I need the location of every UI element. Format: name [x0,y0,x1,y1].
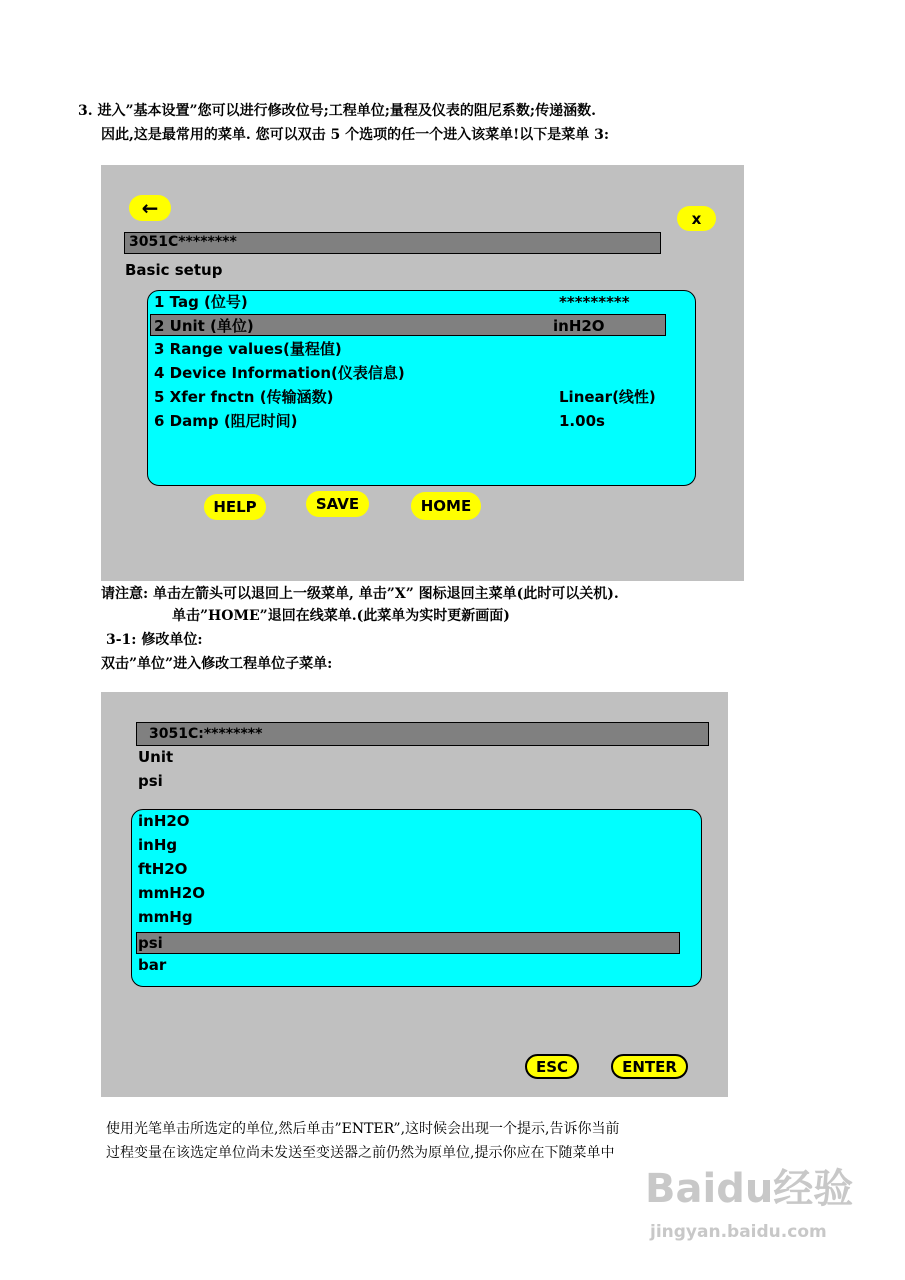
home-button[interactable]: HOME [411,492,481,520]
menu-item-range-values[interactable] [154,338,666,360]
unit-selection-screen [101,692,728,1097]
device-title-bar: 3051C:******** [136,722,709,746]
help-button[interactable]: HELP [204,494,266,520]
basic-setup-screen [101,165,744,581]
menu-item-label: 5 Xfer fnctn (传输涵数) [154,388,334,406]
unit-options-panel [131,809,702,987]
close-x-button[interactable]: x [677,206,716,231]
unit-option-fth2o[interactable]: ftH2O [138,860,188,878]
menu-item-label: 3 Range values(量程值) [154,340,342,358]
unit-option-mmh2o[interactable]: mmH2O [138,884,206,902]
menu-item-value: Linear(线性) [559,388,656,406]
enter-button[interactable]: ENTER [611,1054,688,1079]
menu-item-label: 4 Device Information(仪表信息) [154,364,405,382]
note-line-1: 请注意: 单击左箭头可以退回上一级菜单, 单击”X” 图标退回主菜单(此时可以关机). [101,586,619,602]
menu-item-damp[interactable] [154,410,666,432]
intro-line-2: 因此,这是最常用的菜单. 您可以双击 5 个选项的任一个进入该菜单!以下是菜单 3: [101,127,610,143]
menu-title: Basic setup [125,261,223,279]
watermark-url: jingyan.baidu.com [650,1222,827,1242]
esc-button[interactable]: ESC [525,1054,579,1079]
note-line-2: 单击”HOME”退回在线菜单.(此菜单为实时更新画面) [172,608,510,624]
unit-option-inhg[interactable]: inHg [138,836,178,854]
menu-item-label: 1 Tag (位号) [154,293,248,311]
basic-setup-menu-panel [147,290,696,486]
unit-option-mmhg[interactable]: mmHg [138,908,193,926]
section-heading: 3-1: 修改单位: [106,632,203,648]
baidu-watermark-logo: Baidu经验 [645,1166,854,1212]
intro-line-1: 3. 进入”基本设置”您可以进行修改位号;工程单位;量程及仪表的阻尼系数;传递涵数. [78,103,596,119]
menu-item-label: 6 Damp (阻尼时间) [154,412,298,430]
device-title-bar: 3051C******** [124,232,661,254]
footer-line-1: 使用光笔单击所选定的单位,然后单击”ENTER”,这时候会出现一个提示,告诉你当前 [106,1121,620,1137]
field-label: Unit [138,748,174,766]
menu-item-unit[interactable] [150,314,666,336]
menu-item-value: 1.00s [559,412,605,430]
unit-option-bar[interactable]: bar [138,956,167,974]
menu-item-value: ********* [559,293,630,311]
unit-option-inh2o[interactable]: inH2O [138,812,190,830]
note-line-3: 双击”单位”进入修改工程单位子菜单: [101,656,333,672]
menu-item-xfer-fnctn[interactable] [154,386,666,408]
unit-option-psi[interactable]: psi [136,932,680,954]
menu-item-value: inH2O [553,317,605,335]
save-button[interactable]: SAVE [306,491,369,517]
back-arrow-button[interactable]: ← [129,195,171,221]
menu-item-device-information[interactable] [154,362,666,384]
menu-item-tag[interactable] [154,291,666,313]
menu-item-label: 2 Unit (单位) [154,317,254,335]
current-unit-value: psi [138,772,163,790]
footer-line-2: 过程变量在该选定单位尚未发送至变送器之前仍然为原单位,提示你应在下随菜单中 [106,1145,615,1161]
